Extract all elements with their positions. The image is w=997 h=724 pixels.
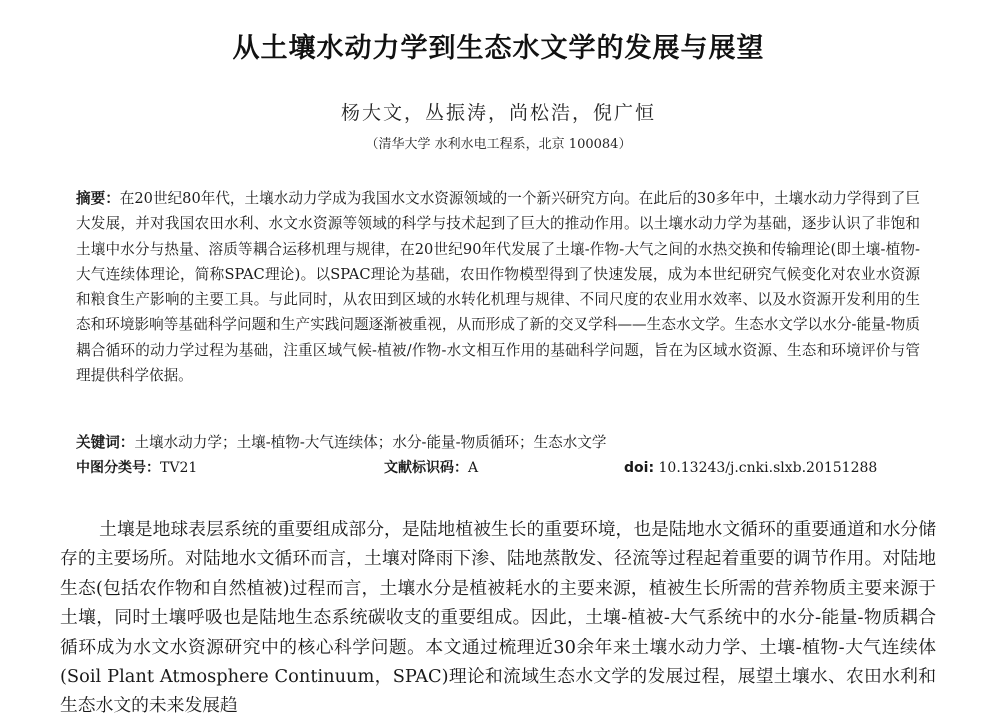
- document-code: [384, 456, 478, 481]
- abstract-label: 摘要：: [76, 190, 120, 207]
- doccode-label: 文献标识码：: [384, 460, 468, 476]
- keywords-label: 关键词：: [76, 434, 135, 451]
- clc-label: 中图分类号：: [76, 460, 160, 476]
- keywords-text: 土壤水动力学；土壤-植物-大气连续体；水分-能量-物质循环；生态水文学: [134, 434, 607, 451]
- doccode-value: A: [468, 460, 479, 476]
- doi: [624, 456, 877, 481]
- keywords-block: [76, 430, 920, 455]
- abstract-text: 在20世纪80年代，土壤水动力学成为我国水文水资源领域的一个新兴研究方向。在此后的30多年中，土壤水动力学得到了巨大发展，并对我国农田水利、水文水资源等领域的科学与技术起到了巨大的推动作用。以土壤水动力学为基础，逐步认识了非饱和土壤中水分与热量、溶质等耦合运移机理与规律，在20世纪90年代发展了土壤-作物-大气之间的水热交换和传输理论(即土壤-植物-大气连续体理论，简称SPAC理论)。以SPAC理论为基础，农田作物模型得到了快速发展，成为本世纪研究气候变化对农业水资源和粮食生产影响的主要工具。与此同时，从农田到区域的水转化机理与规律、不同尺度的农业用水效率、以及水资源开发利用的生态和环境影响等基础科学问题和生产实践问题逐渐被重视，从而形成了新的交叉学科——生态水文学。生态水文学以水分-能量-物质耦合循环的动力学过程为基础，注重区域气候-植被/作物-水文相互作用的基础科学问题，旨在为区域水资源、生态和环境评价与管理提供科学依据。: [76, 190, 920, 385]
- body-text: [60, 515, 936, 721]
- author-list: 杨大文，丛振涛，尚松浩，倪广恒: [340, 102, 656, 124]
- doi-value: 10.13243/j.cnki.slxb.20151288: [658, 460, 878, 476]
- body-paragraph: 土壤是地球表层系统的重要组成部分，是陆地植被生长的重要环境，也是陆地水文循环的重要通道和水分储存的主要场所。对陆地水文循环而言，土壤对降雨下渗、陆地蒸散发、径流等过程起着重要的调节作用。对陆地生态(包括农作物和自然植被)过程而言，土壤水分是植被耗水的主要来源，植被生长所需的营养物质主要来源于土壤，同时土壤呼吸也是陆地生态系统碳收支的重要组成。因此，土壤-植被-大气系统中的水分-能量-物质耦合循环成为水文水资源研究中的核心科学问题。本文通过梳理近30余年来土壤水动力学、土壤-植物-大气连续体(Soil Plant Atmosphere Continuum，SPAC)理论和流域生态水文学的发展过程，展望土壤水、农田水利和生态水文的未来发展趋: [60, 519, 936, 717]
- paper-title: 从土壤水动力学到生态水文学的发展与展望: [232, 33, 765, 64]
- clc-number: [76, 456, 197, 481]
- clc-value: TV21: [160, 460, 198, 476]
- abstract-block: [76, 186, 920, 388]
- author-affiliation: （清华大学 水利水电工程系，北京 100084）: [365, 137, 632, 152]
- doi-label: doi:: [624, 460, 655, 476]
